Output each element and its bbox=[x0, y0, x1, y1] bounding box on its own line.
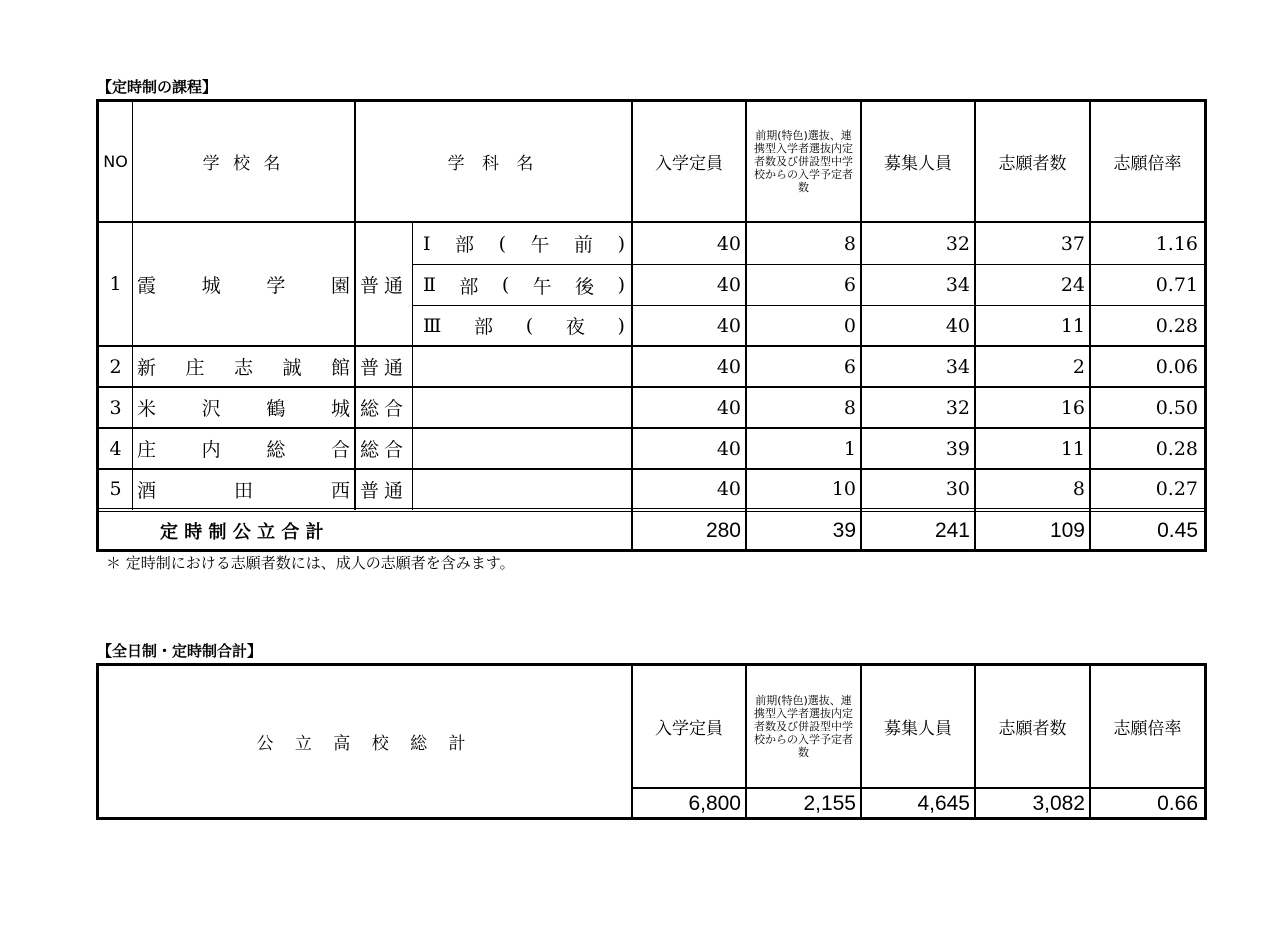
header-early-selection bbox=[747, 102, 860, 221]
school-char: 館 bbox=[330, 357, 350, 379]
school-name bbox=[133, 223, 354, 345]
sub-dept-char: ) bbox=[617, 274, 625, 296]
sub-dept-char: 午 bbox=[532, 275, 552, 298]
early-value: 8 bbox=[843, 396, 856, 419]
school-char: 城 bbox=[330, 398, 350, 420]
sub-dept-char: ) bbox=[617, 232, 625, 255]
school-name bbox=[133, 347, 354, 386]
sub-dept-char: 後 bbox=[575, 275, 595, 298]
capacity-value: 40 bbox=[716, 274, 741, 296]
grand-recruit: 4,645 bbox=[917, 791, 970, 815]
ratio-value: 0.27 bbox=[1155, 478, 1198, 500]
school-char: 西 bbox=[330, 479, 350, 502]
row-no: 5 bbox=[109, 478, 122, 500]
school-name bbox=[133, 470, 354, 508]
header-recruit: 募集人員 bbox=[884, 154, 952, 174]
school-char: 酒 bbox=[137, 479, 157, 502]
applicants-value: 16 bbox=[1060, 396, 1085, 419]
school-name bbox=[133, 388, 354, 427]
early-value: 1 bbox=[843, 437, 856, 460]
header-capacity: 入学定員 bbox=[655, 154, 723, 174]
total-applicants: 109 bbox=[1049, 518, 1085, 542]
school-char: 鶴 bbox=[266, 398, 286, 420]
sub-dept-char: ) bbox=[617, 314, 625, 337]
capacity-value: 40 bbox=[716, 355, 741, 378]
course-type: 普通 bbox=[359, 479, 408, 502]
early-value: 6 bbox=[843, 355, 856, 378]
school-char: 庄 bbox=[137, 439, 157, 461]
ratio-value: 0.71 bbox=[1155, 274, 1198, 296]
course-type: 普通 bbox=[359, 274, 408, 297]
header-no: NO bbox=[103, 152, 128, 171]
total-recruit: 241 bbox=[934, 518, 970, 542]
school-char: 庄 bbox=[185, 357, 205, 379]
header-ratio: 志願倍率 bbox=[1113, 154, 1182, 174]
grand-capacity: 6,800 bbox=[688, 791, 741, 815]
footnote: ＊ 定時制における志願者数には、成人の志願者を含みます。 bbox=[106, 554, 515, 572]
header-early-selection-text: 前期(特色)選抜、連携型入学者選抜内定者数及び併設型中学校からの入学予定者数 bbox=[754, 129, 853, 194]
total-early: 39 bbox=[832, 518, 856, 542]
sub-dept-char: ( bbox=[501, 274, 510, 296]
sub-dept-char: 前 bbox=[574, 234, 594, 256]
header-applicants: 志願者数 bbox=[998, 154, 1067, 174]
ratio-value: 0.50 bbox=[1155, 396, 1198, 419]
section-title-grand-total: 【全日制・定時制合計】 bbox=[97, 642, 263, 660]
school-char: 合 bbox=[330, 439, 350, 461]
capacity-value: 40 bbox=[716, 437, 741, 460]
recruit-value: 30 bbox=[945, 478, 970, 500]
recruit-value: 34 bbox=[945, 274, 970, 296]
total-label: 定 時 制 公 立 合 計 bbox=[160, 521, 324, 543]
sub-dept bbox=[413, 265, 631, 305]
grand-ratio: 0.66 bbox=[1157, 791, 1198, 815]
early-value: 8 bbox=[843, 232, 856, 255]
row-no: 3 bbox=[109, 396, 122, 419]
school-char: 霞 bbox=[137, 274, 157, 297]
sub-dept-char: 部 bbox=[455, 234, 475, 256]
header-school: 学 校 名 bbox=[202, 154, 285, 174]
sub-dept-char: 夜 bbox=[565, 316, 585, 338]
capacity-value: 40 bbox=[716, 478, 741, 500]
header-capacity: 入学定員 bbox=[655, 719, 723, 739]
recruit-value: 32 bbox=[945, 396, 970, 419]
header-ratio: 志願倍率 bbox=[1113, 719, 1182, 739]
applicants-value: 24 bbox=[1060, 274, 1085, 296]
applicants-value: 37 bbox=[1060, 232, 1085, 255]
school-name bbox=[133, 429, 354, 468]
ratio-value: 0.06 bbox=[1155, 355, 1198, 378]
sub-dept-char: 部 bbox=[459, 275, 479, 298]
row-no: 1 bbox=[109, 273, 122, 295]
sub-dept-char: 午 bbox=[530, 234, 550, 256]
school-char: 園 bbox=[330, 274, 350, 297]
ratio-value: 0.28 bbox=[1155, 314, 1198, 337]
school-char: 内 bbox=[201, 439, 221, 461]
header-early-selection bbox=[747, 666, 860, 787]
divider bbox=[97, 508, 1206, 509]
applicants-value: 11 bbox=[1060, 437, 1085, 460]
sub-dept-char: Ⅲ bbox=[423, 314, 442, 337]
school-char: 誠 bbox=[282, 357, 302, 379]
total-capacity: 280 bbox=[705, 518, 741, 542]
applicants-value: 2 bbox=[1072, 355, 1085, 378]
course-type: 総合 bbox=[359, 439, 408, 461]
applicants-value: 8 bbox=[1072, 478, 1085, 500]
header-recruit: 募集人員 bbox=[884, 719, 952, 739]
sub-dept bbox=[413, 223, 631, 264]
total-ratio: 0.45 bbox=[1157, 518, 1198, 542]
early-value: 10 bbox=[831, 478, 856, 500]
school-char: 田 bbox=[233, 479, 253, 502]
header-early-selection-text: 前期(特色)選抜、連携型入学者選抜内定者数及び併設型中学校からの入学予定者数 bbox=[754, 694, 853, 759]
ratio-value: 1.16 bbox=[1155, 232, 1198, 255]
school-char: 米 bbox=[137, 398, 157, 420]
row-no: 2 bbox=[109, 355, 122, 378]
school-char: 沢 bbox=[201, 398, 221, 420]
school-char: 志 bbox=[233, 357, 253, 379]
capacity-value: 40 bbox=[716, 396, 741, 419]
header-applicants: 志願者数 bbox=[998, 719, 1067, 739]
section-title-part-time: 【定時制の課程】 bbox=[97, 78, 218, 96]
course-type: 総合 bbox=[359, 398, 408, 420]
recruit-value: 40 bbox=[945, 314, 970, 337]
ratio-value: 0.28 bbox=[1155, 437, 1198, 460]
school-char: 新 bbox=[137, 357, 157, 379]
grand-early: 2,155 bbox=[803, 791, 856, 815]
applicants-value: 11 bbox=[1060, 314, 1085, 337]
school-char: 総 bbox=[266, 439, 286, 461]
capacity-value: 40 bbox=[716, 314, 741, 337]
row-no: 4 bbox=[109, 437, 122, 460]
capacity-value: 40 bbox=[716, 232, 741, 255]
sub-dept-char: ( bbox=[498, 232, 506, 255]
school-char: 学 bbox=[266, 274, 286, 297]
grand-applicants: 3,082 bbox=[1032, 791, 1085, 815]
recruit-value: 32 bbox=[945, 232, 970, 255]
recruit-value: 34 bbox=[945, 355, 970, 378]
school-char: 城 bbox=[201, 274, 221, 297]
recruit-value: 39 bbox=[945, 437, 970, 460]
early-value: 0 bbox=[843, 314, 856, 337]
sub-dept-char: Ⅱ bbox=[423, 274, 436, 296]
grand-total-label: 公 立 高 校 総 計 bbox=[256, 734, 474, 754]
sub-dept-char: Ⅰ bbox=[423, 232, 431, 255]
sub-dept-char: ( bbox=[525, 314, 534, 337]
early-value: 6 bbox=[843, 274, 856, 296]
header-dept: 学 科 名 bbox=[447, 154, 540, 174]
sub-dept-char: 部 bbox=[474, 316, 494, 338]
sub-dept bbox=[413, 306, 631, 345]
course-type: 普通 bbox=[359, 357, 408, 379]
